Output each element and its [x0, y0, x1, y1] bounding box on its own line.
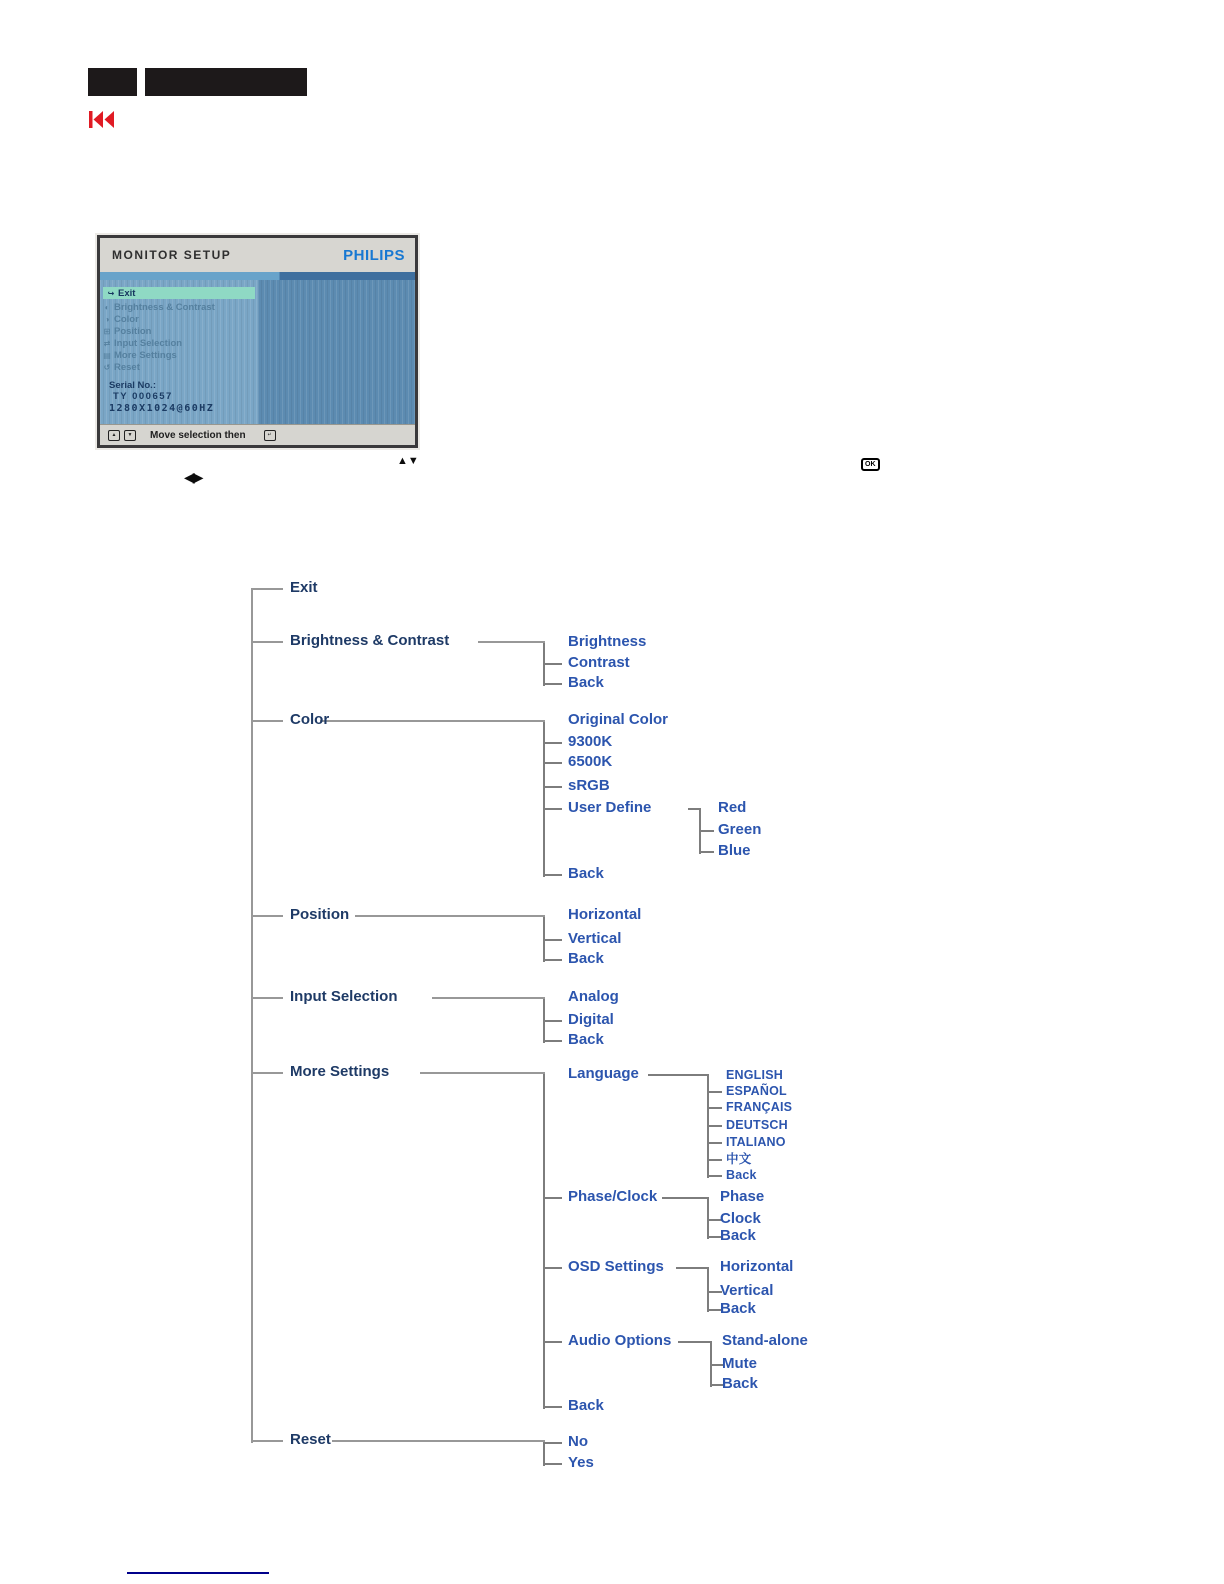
tree-connector-line — [543, 1073, 545, 1409]
tree-node: Back — [568, 865, 604, 882]
tree-node: Mute — [722, 1355, 757, 1372]
osd-menu-label: More Settings — [114, 349, 177, 361]
tree-connector-line — [420, 1072, 545, 1074]
tree-node: Analog — [568, 988, 619, 1005]
tree-connector-line — [543, 1442, 562, 1444]
tree-connector-line — [543, 808, 562, 810]
tree-node: Phase — [720, 1188, 765, 1205]
tree-node: Audio Options — [568, 1332, 672, 1349]
philips-logo: PHILIPS — [343, 246, 405, 264]
up-arrow-key-icon: ▲ — [108, 430, 120, 441]
position-icon: ⊞ — [103, 326, 111, 336]
tree-node: ENGLISH — [726, 1068, 783, 1082]
osd-title: MONITOR SETUP — [112, 248, 232, 262]
osd-menu-item-reset — [100, 361, 254, 373]
osd-menu-item-position — [100, 325, 254, 337]
nav-button-right[interactable] — [145, 68, 307, 96]
tree-connector-line — [543, 1197, 562, 1199]
tree-connector-line — [543, 683, 562, 685]
tree-connector-line — [251, 589, 253, 1443]
tree-node: Input Selection — [290, 988, 398, 1005]
tree-node: Back — [726, 1168, 757, 1182]
nav-button-left[interactable] — [88, 68, 137, 96]
tree-connector-line — [707, 1091, 722, 1093]
tree-connector-line — [707, 1268, 709, 1312]
tree-node: Brightness — [568, 633, 647, 650]
tree-node: Digital — [568, 1011, 614, 1028]
color-icon: ◑ — [104, 314, 110, 324]
tree-connector-line — [543, 1040, 562, 1042]
tree-node: Blue — [718, 842, 751, 859]
tree-node: Back — [720, 1300, 756, 1317]
tree-node: Green — [718, 821, 762, 838]
footer-link-underline[interactable] — [127, 1572, 269, 1574]
tree-connector-line — [432, 997, 545, 999]
tree-node: Clock — [720, 1210, 761, 1227]
osd-menu-label: Exit — [118, 287, 136, 299]
tree-node: Back — [568, 1397, 604, 1414]
tree-connector-line — [320, 720, 545, 722]
tree-node: User Define — [568, 799, 652, 816]
tree-connector-line — [543, 786, 562, 788]
down-arrow-key-icon: ▼ — [124, 430, 136, 441]
tree-connector-line — [688, 808, 701, 810]
tree-node: Language — [568, 1065, 639, 1082]
tree-connector-line — [543, 1406, 562, 1408]
tree-connector-line — [543, 663, 562, 665]
osd-content-panel — [258, 280, 415, 424]
osd-menu-label: Brightness & Contrast — [114, 301, 215, 313]
tree-connector-line — [707, 1175, 722, 1177]
tree-connector-line — [251, 720, 283, 722]
tree-node: DEUTSCH — [726, 1118, 788, 1132]
tree-node: Yes — [568, 1454, 594, 1471]
tree-connector-line — [355, 915, 545, 917]
up-down-arrows-icon: ▲▼ — [397, 455, 419, 467]
tree-connector-line — [676, 1267, 709, 1269]
tree-connector-line — [543, 959, 562, 961]
tree-connector-line — [543, 1463, 562, 1465]
tree-node: ESPAÑOL — [726, 1084, 787, 1098]
tree-node: Horizontal — [720, 1258, 794, 1275]
tree-node: More Settings — [290, 1063, 390, 1080]
osd-menu-item-exit — [103, 287, 255, 299]
tree-node: No — [568, 1433, 588, 1450]
tree-node: Back — [720, 1227, 756, 1244]
osd-menu-label: Color — [114, 313, 139, 325]
input-selection-icon: ⇄ — [103, 338, 111, 348]
tree-connector-line — [707, 1142, 722, 1144]
tree-connector-line — [543, 1267, 562, 1269]
osd-menu-item-input-selection — [100, 337, 254, 349]
tree-node: Phase/Clock — [568, 1188, 658, 1205]
ok-button-icon: OK — [861, 458, 880, 471]
tree-node: Brightness & Contrast — [290, 632, 450, 649]
tree-node: Contrast — [568, 654, 630, 671]
osd-divider-strip — [100, 272, 415, 280]
tree-node: 9300K — [568, 733, 613, 750]
osd-screenshot — [95, 233, 420, 450]
osd-footer-bar — [100, 424, 415, 445]
tree-connector-line — [251, 997, 283, 999]
serial-label: Serial No.: — [109, 380, 156, 391]
osd-menu-label: Position — [114, 325, 152, 337]
tree-node: Vertical — [720, 1282, 774, 1299]
osd-header — [100, 238, 415, 272]
tree-connector-line — [543, 762, 562, 764]
enter-key-icon: ↵ — [264, 430, 276, 441]
tree-connector-line — [648, 1074, 709, 1076]
tree-node: OSD Settings — [568, 1258, 664, 1275]
osd-menu-item-color — [100, 313, 254, 325]
tree-node: ITALIANO — [726, 1135, 786, 1149]
tree-node: Position — [290, 906, 350, 923]
osd-menu-label: Input Selection — [114, 337, 183, 349]
osd-menu-label: Reset — [114, 361, 140, 373]
tree-connector-line — [543, 1341, 562, 1343]
tree-connector-line — [332, 1440, 545, 1442]
tree-node: Red — [718, 799, 747, 816]
brightness-contrast-icon: ◐ — [104, 302, 110, 312]
tree-connector-line — [699, 851, 714, 853]
tree-node: Stand-alone — [722, 1332, 808, 1349]
tree-node: Back — [568, 1031, 604, 1048]
more-settings-icon: ▤ — [103, 350, 111, 360]
tree-connector-line — [478, 641, 545, 643]
tree-connector-line — [251, 641, 283, 643]
tree-connector-line — [662, 1197, 709, 1199]
tree-connector-line — [543, 1020, 562, 1022]
tree-node: Back — [568, 950, 604, 967]
tree-node: Horizontal — [568, 906, 642, 923]
tree-node: Original Color — [568, 711, 669, 728]
tree-connector-line — [543, 721, 545, 877]
tree-connector-line — [251, 915, 283, 917]
tree-node: Exit — [290, 579, 318, 596]
tree-node: Reset — [290, 1431, 331, 1448]
osd-menu-item-brightness-contrast — [100, 301, 254, 313]
left-right-arrows-icon: ◀▶ — [184, 469, 202, 485]
tree-connector-line — [543, 874, 562, 876]
rewind-icon[interactable] — [89, 110, 116, 129]
resolution-readout: 1280X1024@60HZ — [109, 403, 215, 414]
osd-body — [100, 280, 415, 424]
osd-footer-text: Move selection then — [150, 429, 246, 441]
tree-connector-line — [707, 1107, 722, 1109]
tree-connector-line — [251, 1440, 283, 1442]
tree-node: Back — [722, 1375, 758, 1392]
tree-connector-line — [678, 1341, 712, 1343]
tree-connector-line — [251, 1072, 283, 1074]
tree-node: 6500K — [568, 753, 613, 770]
tree-node: Vertical — [568, 930, 622, 947]
tree-connector-line — [707, 1125, 722, 1127]
tree-connector-line — [251, 588, 283, 590]
serial-value: TY 000657 — [113, 391, 173, 402]
osd-frame — [97, 235, 418, 448]
tree-connector-line — [699, 830, 714, 832]
exit-icon: ↪ — [107, 288, 115, 298]
osd-serial-block — [109, 380, 214, 414]
reset-icon: ↺ — [103, 362, 111, 372]
tree-connector-line — [543, 742, 562, 744]
tree-connector-line — [707, 1159, 722, 1161]
tree-node: FRANÇAIS — [726, 1100, 793, 1114]
tree-node: Color — [290, 711, 330, 728]
osd-menu-item-more-settings — [100, 349, 254, 361]
tree-connector-line — [543, 939, 562, 941]
tree-node: sRGB — [568, 777, 610, 794]
tree-node: 中文 — [726, 1152, 752, 1166]
tree-node: Back — [568, 674, 604, 691]
